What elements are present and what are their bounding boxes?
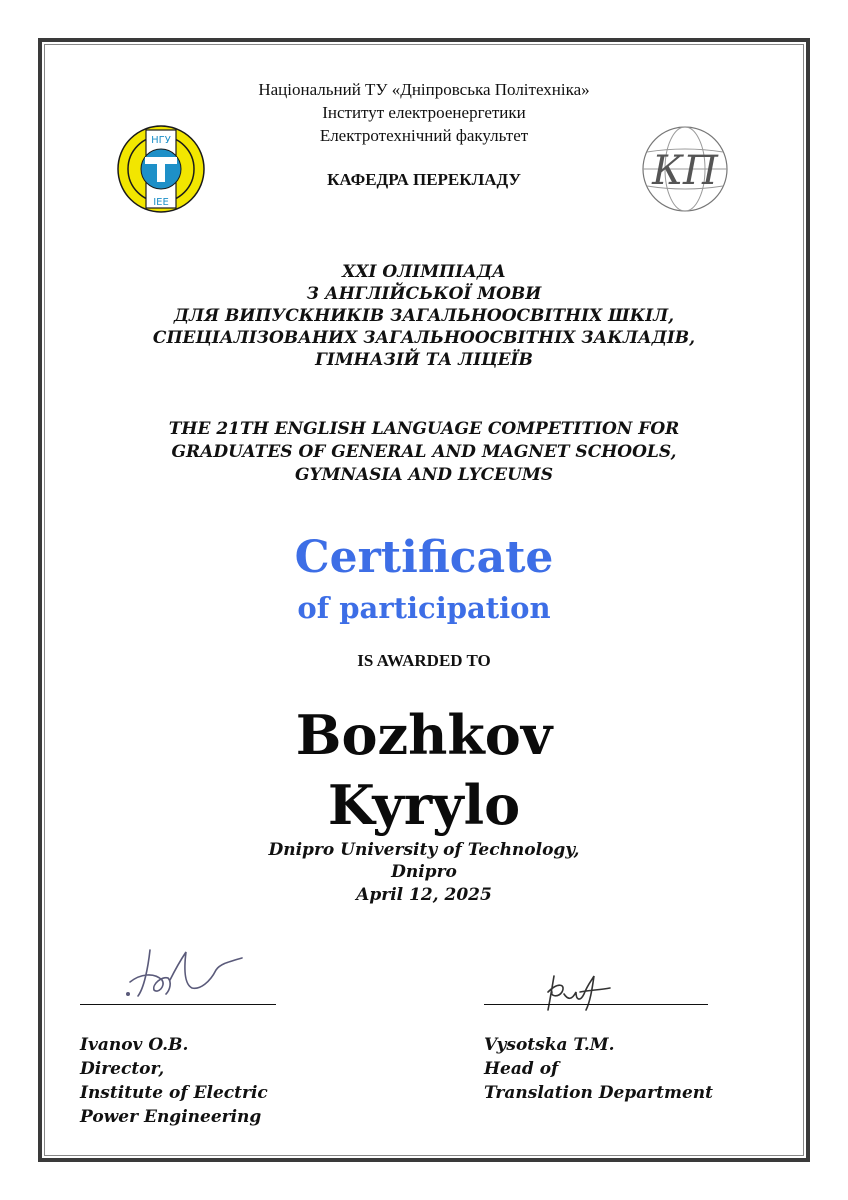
awarded-to-label: IS AWARDED TO	[357, 651, 491, 670]
left-signature	[110, 938, 260, 1008]
en-title-line: GYMNASIA AND LYCEUMS	[294, 465, 554, 485]
logo-bottom-text: ІЕЕ	[153, 197, 169, 208]
ua-title-line: СПЕЦІАЛІЗОВАНИХ ЗАГАЛЬНООСВІТНІХ ЗАКЛАДІВ,	[152, 328, 696, 348]
certificate-subtitle: of participation	[297, 591, 551, 625]
ukrainian-title	[0, 261, 848, 371]
left-signatory	[80, 1033, 268, 1129]
ua-title-line: ГІМНАЗІЙ ТА ЛІЦЕЇВ	[315, 350, 533, 370]
ua-title-line: ДЛЯ ВИПУСКНИКІВ ЗАГАЛЬНООСВІТНІХ ШКІЛ,	[173, 306, 675, 326]
left-signatory-title: Director,	[80, 1059, 165, 1079]
right-signature-line	[484, 1004, 708, 1005]
left-signature-line	[80, 1004, 276, 1005]
recipient-given-name: Kyrylo	[327, 773, 521, 837]
left-signatory-name: Ivanov O.B.	[80, 1035, 189, 1055]
left-signatory-title: Power Engineering	[80, 1107, 262, 1127]
ua-title-line: XXI ОЛІМПІАДА	[342, 262, 506, 282]
institute-logo	[116, 124, 206, 214]
city-name: Dnipro	[391, 862, 457, 882]
certificate-title: Certificate	[294, 532, 554, 583]
right-signatory-title: Translation Department	[484, 1083, 714, 1103]
recipient-surname: Bozhkov	[295, 703, 553, 767]
logo-top-text: НГУ	[151, 135, 171, 146]
right-signature	[540, 966, 620, 1016]
department-logo	[638, 122, 732, 216]
en-title-line: GRADUATES OF GENERAL AND MAGNET SCHOOLS,	[171, 442, 677, 462]
en-title-line: THE 21TH ENGLISH LANGUAGE COMPETITION FOR	[168, 419, 680, 439]
institution-name: Dnipro University of Technology,	[268, 840, 580, 860]
ua-title-line: З АНГЛІЙСЬКОЇ МОВИ	[306, 284, 542, 304]
right-signatory-name: Vysotska T.M.	[484, 1035, 615, 1055]
right-signatory-title: Head of	[484, 1059, 559, 1079]
right-signatory	[484, 1033, 713, 1105]
department-name: КАФЕДРА ПЕРЕКЛАДУ	[327, 170, 521, 189]
institute-name: Інститут електроенергетики	[322, 103, 526, 122]
award-date: April 12, 2025	[356, 885, 492, 905]
english-title	[0, 418, 848, 487]
logo-monogram: КП	[652, 148, 718, 194]
left-signatory-title: Institute of Electric	[80, 1083, 268, 1103]
university-name: Національний ТУ «Дніпровська Політехніка»	[258, 80, 590, 99]
faculty-name: Електротехнічний факультет	[319, 126, 529, 145]
